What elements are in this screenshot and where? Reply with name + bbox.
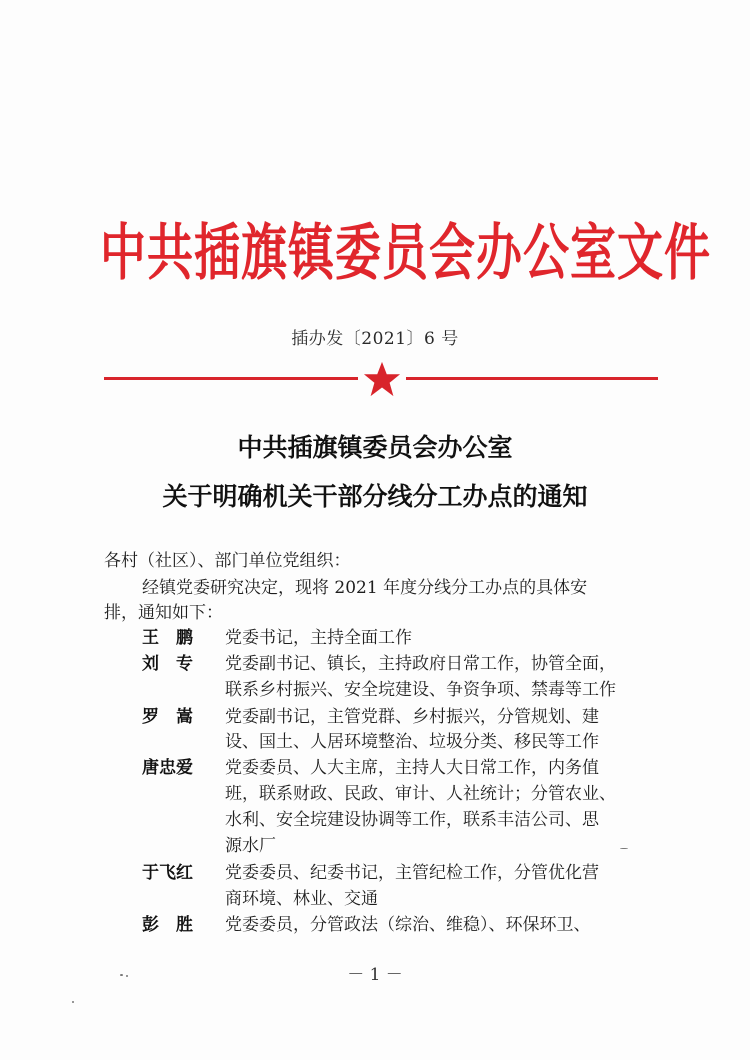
scan-speck	[120, 974, 123, 976]
scan-speck	[126, 975, 128, 977]
red-rule-right	[406, 377, 658, 380]
member-name: 彭 胜	[142, 915, 193, 935]
member-name: 唐忠爱	[142, 758, 193, 778]
member-duty-line: 水利、安全垸建设协调等工作，联系丰洁公司、思	[225, 810, 599, 830]
member-name: 于飞红	[142, 863, 193, 883]
notice-title-line2: 关于明确机关干部分线分工办点的通知	[162, 482, 588, 511]
member-duty-line: 党委委员、人大主席，主持人大日常工作，内务值	[225, 758, 599, 778]
intro-line2: 排，通知如下：	[104, 603, 223, 623]
member-name: 王 鹏	[142, 628, 193, 648]
red-masthead: 中共插旗镇委员会办公室文件	[100, 216, 711, 289]
notice-title-line1: 中共插旗镇委员会办公室	[237, 433, 513, 462]
intro-line1: 经镇党委研究决定，现将 2021 年度分线分工办点的具体安	[142, 578, 588, 598]
member-duty-line: 党委委员、纪委书记，主管纪检工作，分管优化营	[225, 863, 599, 883]
page-number: － 1 －	[347, 965, 403, 985]
scan-speck	[72, 1001, 74, 1003]
member-duty-line: 党委副书记，主管党群、乡村振兴，分管规划、建	[225, 707, 599, 727]
scan-speck	[620, 848, 628, 849]
member-duty-line: 班，联系财政、民政、审计、人社统计；分管农业、	[225, 784, 616, 804]
salutation: 各村（社区）、部门单位党组织：	[104, 551, 351, 571]
member-duty-line: 商环境、林业、交通	[225, 889, 378, 909]
member-duty-line: 源水厂	[225, 836, 276, 856]
member-duty-line: 设、国土、人居环境整治、垃圾分类、移民等工作	[225, 732, 599, 752]
document-number: 插办发〔2021〕6 号	[291, 329, 459, 349]
member-duty-line: 党委副书记、镇长，主持政府日常工作，协管全面，	[225, 654, 616, 674]
red-star-icon	[363, 360, 401, 398]
member-duty-line: 党委书记，主持全面工作	[225, 628, 412, 648]
red-rule-left	[104, 377, 358, 380]
member-name: 罗 嵩	[142, 707, 193, 727]
member-duty-line: 联系乡村振兴、安全垸建设、争资争项、禁毒等工作	[225, 680, 616, 700]
member-name: 刘 专	[142, 654, 193, 674]
member-duty-line: 党委委员，分管政法（综治、维稳）、环保环卫、	[225, 915, 591, 935]
